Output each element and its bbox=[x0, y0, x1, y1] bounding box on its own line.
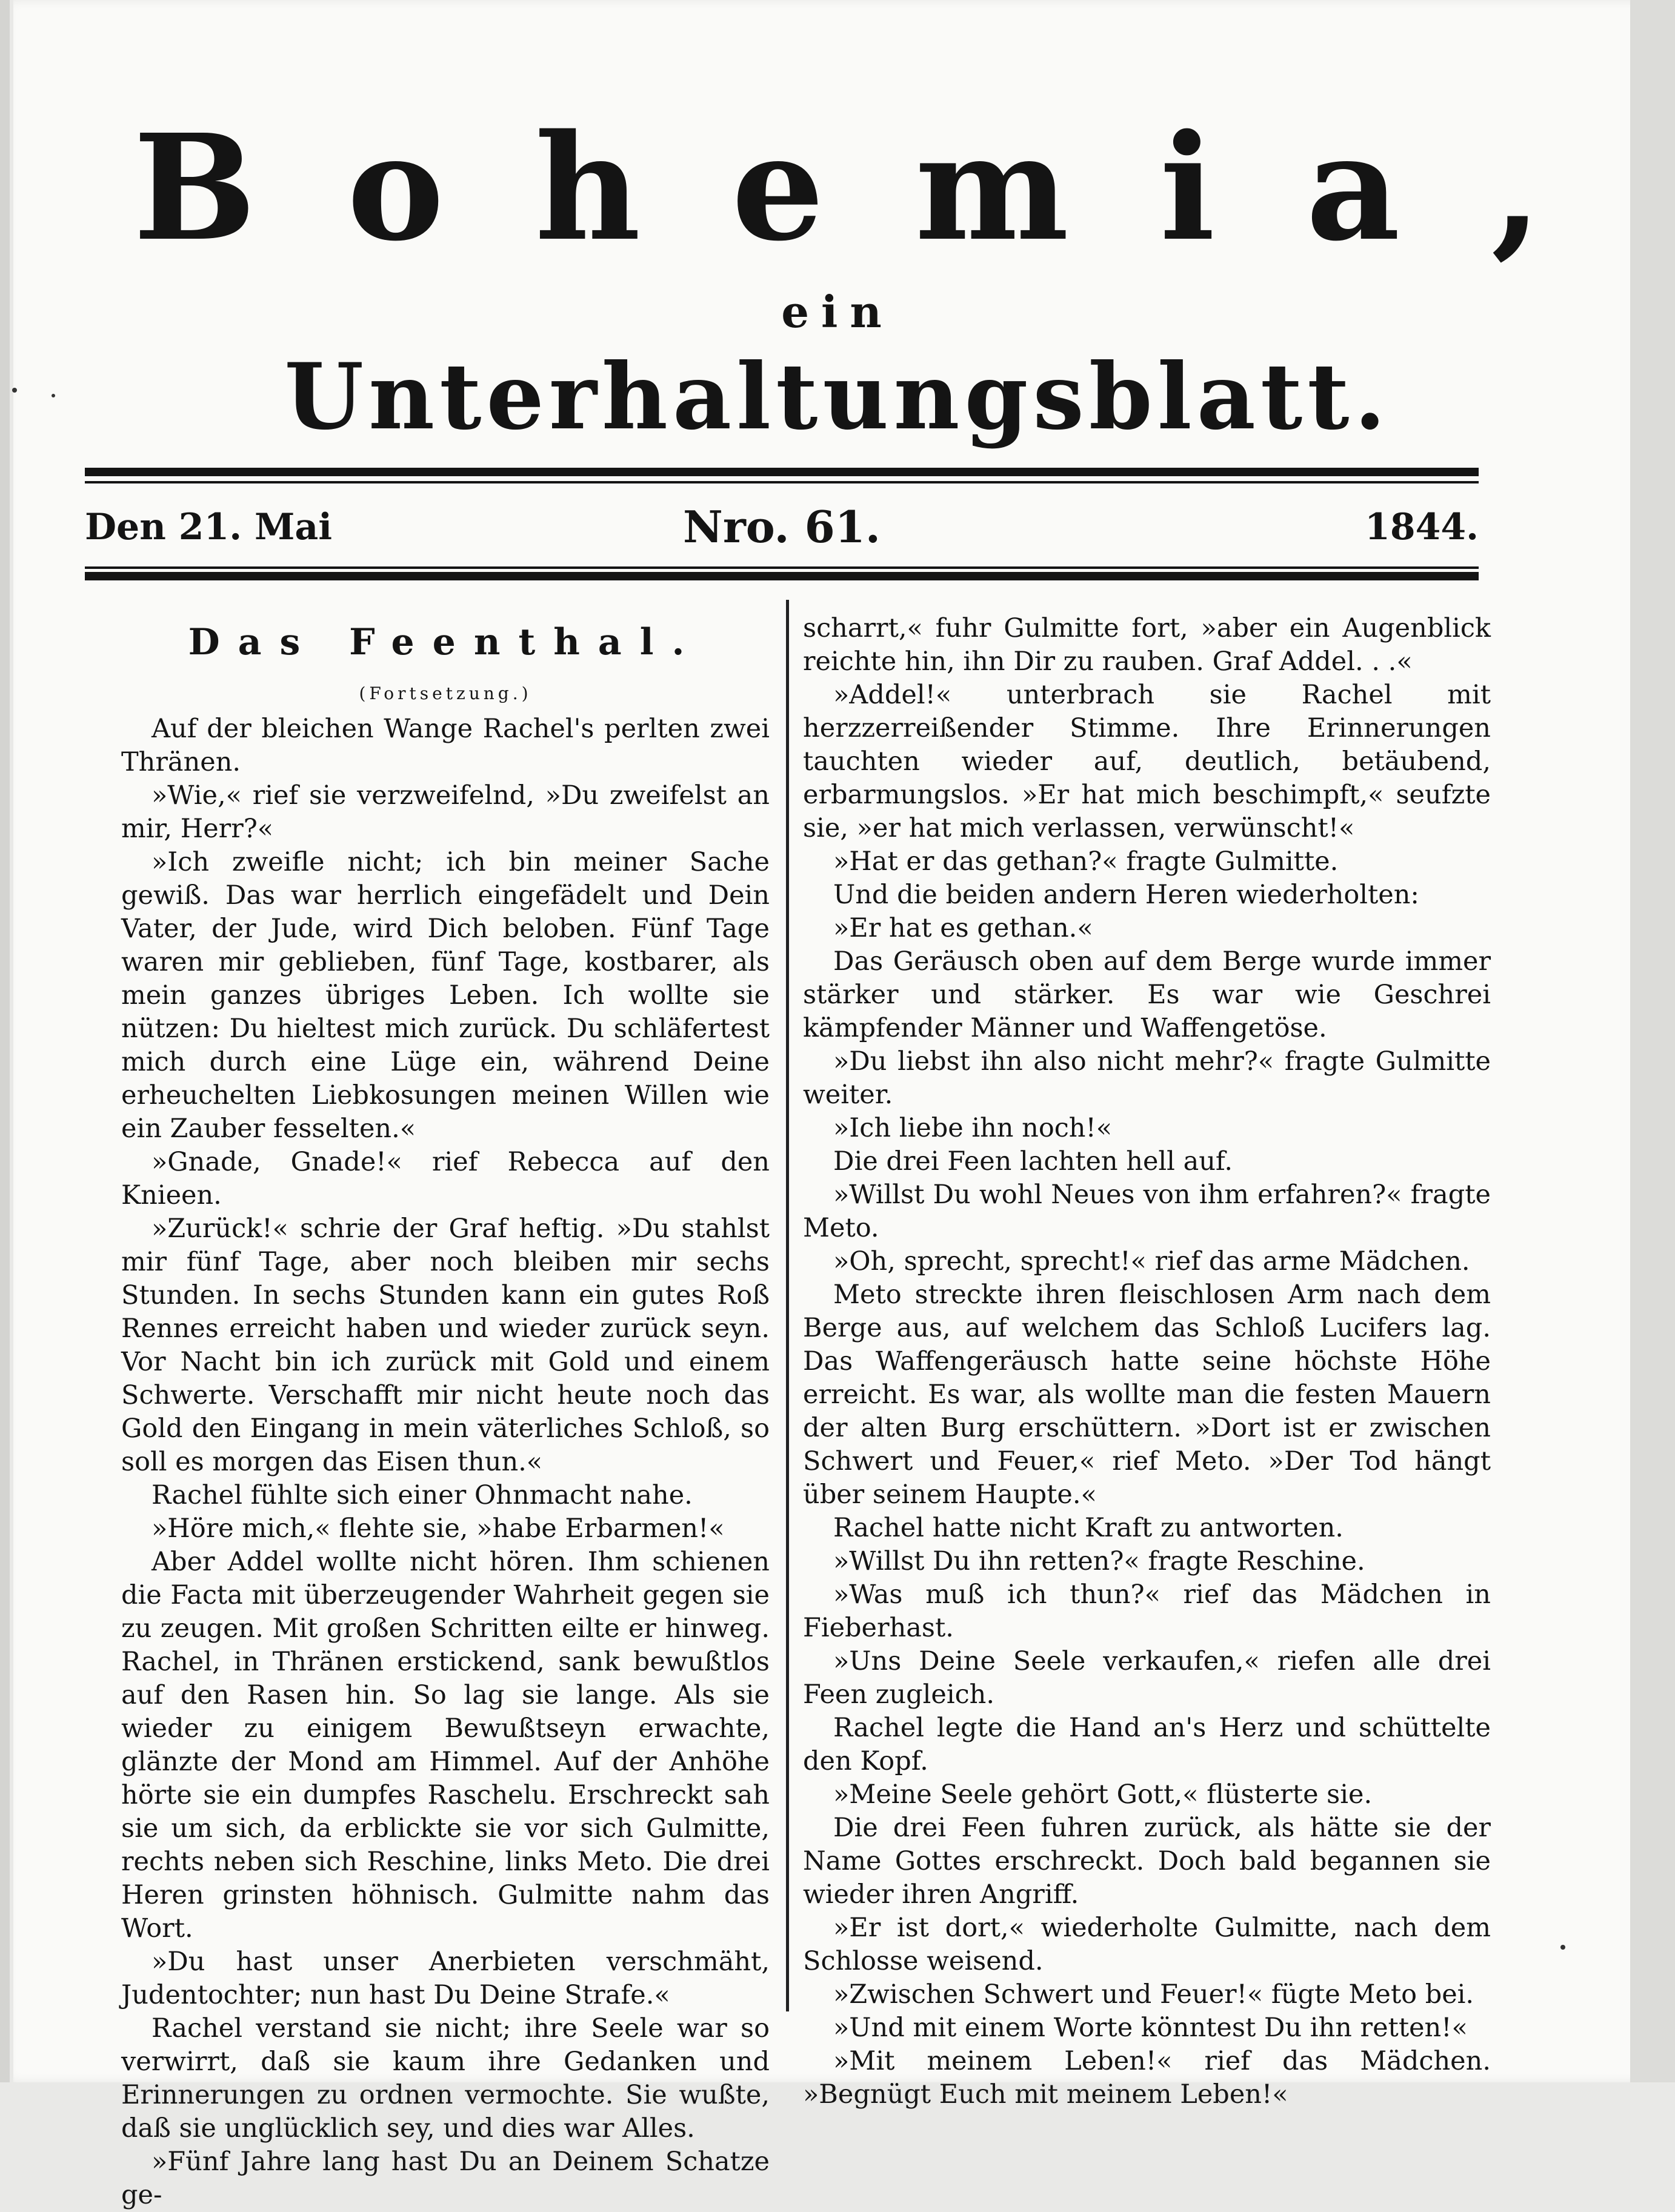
paragraph: Auf der bleichen Wange Rachel's perlten zwei Thränen. bbox=[121, 714, 770, 777]
speck bbox=[1560, 1945, 1565, 1950]
newspaper-subtitle-article: ein bbox=[781, 286, 894, 337]
paragraph: »Du hast unser Anerbieten verschmäht, Judentochter; nun hast Du Deine Strafe.« bbox=[121, 1947, 770, 2010]
bottom-rule bbox=[85, 572, 1479, 580]
paragraph: »Zwischen Schwert und Feuer!« fügte Meto bei. bbox=[833, 1979, 1474, 2010]
speck bbox=[12, 388, 17, 393]
paragraph: »Willst Du ihn retten?« fragte Reschine. bbox=[833, 1546, 1365, 1576]
newspaper-subtitle: Unterhaltungsblatt. bbox=[284, 344, 1391, 450]
paragraph: Die drei Feen lachten hell auf. bbox=[833, 1146, 1233, 1177]
paragraph: Rachel hatte nicht Kraft zu antworten. bbox=[833, 1513, 1344, 1543]
paragraph: »Mit meinem Leben!« rief das Mädchen. »Begnügt Euch mit meinem Leben!« bbox=[803, 2046, 1491, 2110]
right-column bbox=[803, 612, 1491, 2111]
paragraph: Rachel verstand sie nicht; ihre Seele war so verwirrt, daß sie kaum ihre Gedanken und Erinnerungen zu ordnen vermochte. Sie wußte, daß sie unglücklich sey, und dies war Alles. bbox=[121, 2013, 770, 2144]
newspaper-title: Bohemia, bbox=[133, 102, 1633, 273]
top-rule bbox=[85, 468, 1479, 476]
continuation-note: (Fortsetzung.) bbox=[359, 683, 532, 703]
left-column-text bbox=[121, 712, 770, 2212]
paragraph: Rachel legte die Hand an's Herz und schüttelte den Kopf. bbox=[803, 1713, 1491, 1776]
paragraph: Die drei Feen fuhren zurück, als hätte sie der Name Gottes erschreckt. Doch bald begannen sie wieder ihren Angriff. bbox=[803, 1813, 1491, 1910]
paragraph: »Ich zweifle nicht; ich bin meiner Sache gewiß. Das war herrlich eingefädelt und Dein Vater, der Jude, wird Dich beloben. Fünf Tage waren mir geblieben, fünf Tage, kostbarer, als mein ganzes übriges Leben. Ich wollte sie nützen: Du hieltest mich zurück. Du schläfertest mich durch eine Lüge ein, während Deine erheuchelten Liebkosungen meinen Willen wie ein Zauber fesselten.« bbox=[121, 847, 770, 1144]
issue-year: 1844. bbox=[1365, 506, 1479, 548]
left-column bbox=[121, 612, 770, 2212]
top-rule-thin bbox=[85, 481, 1479, 483]
masthead bbox=[0, 103, 1675, 448]
paragraph: scharrt,« fuhr Gulmitte fort, »aber ein Augenblick reichte hin, ihn Dir zu rauben. Graf Addel. . .« bbox=[803, 613, 1491, 677]
paragraph: »Meine Seele gehört Gott,« flüsterte sie. bbox=[833, 1779, 1373, 1810]
paragraph: »Addel!« unterbrach sie Rachel mit herzzerreißender Stimme. Ihre Erinnerungen tauchten wieder auf, deutlich, betäubend, erbarmungslos. »Er hat mich beschimpft,« seufzte sie, »er hat mich verlassen, verwünscht!« bbox=[803, 680, 1491, 843]
paragraph: »Und mit einem Worte könntest Du ihn retten!« bbox=[833, 2013, 1468, 2043]
article-title: Das Feenthal. bbox=[188, 621, 703, 663]
paragraph: »Hat er das gethan?« fragte Gulmitte. bbox=[833, 846, 1339, 877]
column-divider bbox=[786, 600, 789, 2011]
paragraph: »Er hat es gethan.« bbox=[833, 913, 1093, 943]
paragraph: »Oh, sprecht, sprecht!« rief das arme Mädchen. bbox=[833, 1246, 1470, 1277]
paragraph: »Willst Du wohl Neues von ihm erfahren?« fragte Meto. bbox=[803, 1180, 1491, 1243]
paragraph: Rachel fühlte sich einer Ohnmacht nahe. bbox=[152, 1480, 693, 1510]
paragraph: Aber Addel wollte nicht hören. Ihm schienen die Facta mit überzeugender Wahrheit gegen sie zu zeugen. Mit großen Schritten eilte er hinweg. Rachel, in Thränen erstickend, sank bewußtlos auf den Rasen hin. So lag sie lange. Als sie wieder zu einigem Bewußtseyn erwachte, glänzte der Mond am Himmel. Auf der Anhöhe hörte sie ein dumpfes Raschelu. Erschreckt sah sie um sich, da erblickte sie vor sich Gulmitte, rechts neben sich Reschine, links Meto. Die drei Heren grinsten höhnisch. Gulmitte nahm das Wort. bbox=[121, 1547, 770, 1944]
bottom-rule-thin bbox=[85, 566, 1479, 569]
paragraph: »Gnade, Gnade!« rief Rebecca auf den Knieen. bbox=[121, 1147, 770, 1211]
paragraph: »Zurück!« schrie der Graf heftig. »Du stahlst mir fünf Tage, aber noch bleiben mir sechs Stunden. In sechs Stunden kann ein gutes Roß Rennes erreicht haben und wieder zurück seyn. Vor Nacht bin ich zurück mit Gold und einem Schwerte. Verschafft mir nicht heute noch das Gold den Eingang in mein väterliches Schloß, so soll es morgen das Eisen thun.« bbox=[121, 1214, 770, 1477]
paragraph: »Wie,« rief sie verzweifelnd, »Du zweifelst an mir, Herr?« bbox=[121, 780, 770, 844]
issue-date: Den 21. Mai bbox=[85, 506, 333, 548]
paragraph: »Er ist dort,« wiederholte Gulmitte, nach dem Schlosse weisend. bbox=[803, 1913, 1491, 1976]
paragraph: »Fünf Jahre lang hast Du an Deinem Schatze ge- bbox=[121, 2147, 770, 2210]
paragraph: »Höre mich,« flehte sie, »habe Erbarmen!« bbox=[152, 1513, 725, 1544]
speck bbox=[52, 394, 55, 397]
paragraph: Meto streckte ihren fleischlosen Arm nach dem Berge aus, auf welchem das Schloß Lucifers lag. Das Waffengeräusch hatte seine höchste Höhe erreicht. Es war, als wollte man die festen Mauern der alten Burg erschüttern. »Dort ist er zwischen Schwert und Feuer,« rief Meto. »Der Tod hängt über seinem Haupte.« bbox=[803, 1280, 1491, 1510]
issue-number: Nro. 61. bbox=[683, 501, 881, 553]
paragraph: Das Geräusch oben auf dem Berge wurde immer stärker und stärker. Es war wie Geschrei kämpfender Männer und Waffengetöse. bbox=[803, 946, 1491, 1043]
dateline bbox=[85, 497, 1479, 557]
right-column-text bbox=[803, 612, 1491, 2111]
paragraph: »Du liebst ihn also nicht mehr?« fragte Gulmitte weiter. bbox=[803, 1046, 1491, 1110]
paragraph: »Ich liebe ihn noch!« bbox=[833, 1113, 1113, 1143]
paragraph: »Was muß ich thun?« rief das Mädchen in Fieberhast. bbox=[803, 1579, 1491, 1643]
paragraph: »Uns Deine Seele verkaufen,« riefen alle drei Feen zugleich. bbox=[803, 1646, 1491, 1710]
paragraph: Und die beiden andern Heren wiederholten: bbox=[833, 880, 1419, 910]
